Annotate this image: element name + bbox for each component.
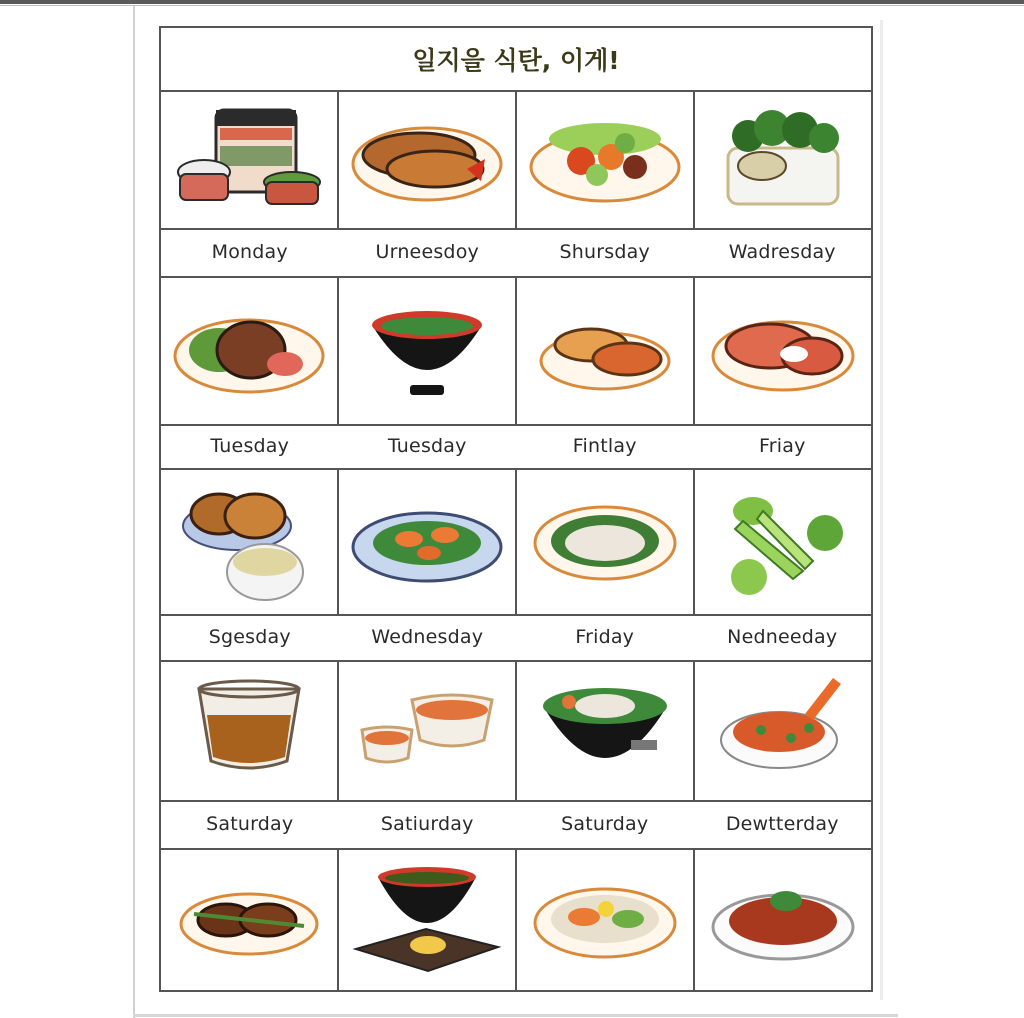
food-cell — [695, 90, 871, 228]
page-title: 일지을 식탄, 이게! — [412, 46, 620, 75]
vegetable-dish-icon — [708, 104, 858, 214]
food-cell — [517, 468, 695, 614]
bibimbap-bowl-icon — [535, 680, 675, 780]
meal-plan-sheet — [159, 26, 873, 992]
page-shadow — [880, 20, 883, 1000]
food-cell — [695, 276, 871, 424]
food-image-row-2 — [161, 276, 871, 426]
food-image-row-5 — [161, 848, 871, 990]
fried-pancake-plate-icon — [535, 305, 675, 395]
food-cell — [695, 660, 871, 800]
day-label-row-3 — [161, 614, 871, 662]
day-label-row-4 — [161, 800, 871, 850]
food-image-row-3 — [161, 468, 871, 616]
noodle-plate-icon — [530, 491, 680, 591]
food-cell — [161, 848, 339, 990]
food-cell — [161, 468, 339, 614]
day-label: Saturday — [561, 813, 649, 835]
stir-fry-plate-icon — [525, 109, 685, 209]
spicy-rice-bowl-icon — [713, 670, 853, 790]
food-cell — [339, 276, 517, 424]
page-bottom-edge — [133, 1014, 898, 1017]
day-label: Sgesday — [208, 626, 291, 648]
soup-bowl-icon — [362, 295, 492, 405]
food-cell — [695, 848, 871, 990]
food-cell — [339, 90, 517, 228]
glass-stew-icon — [189, 675, 309, 785]
food-cell — [517, 660, 695, 800]
day-label: Friay — [758, 435, 806, 457]
food-cell — [517, 90, 695, 228]
food-cell — [161, 90, 339, 228]
day-label-row-2 — [161, 424, 871, 470]
page-left-edge — [133, 6, 135, 1018]
day-label: Nedneeday — [727, 626, 838, 648]
food-image-row-4 — [161, 660, 871, 802]
day-label: Tuesday — [387, 435, 467, 457]
title-row — [161, 28, 871, 92]
day-label: Wednesday — [371, 626, 484, 648]
day-label-row-1 — [161, 228, 871, 278]
day-label: Saturday — [206, 813, 294, 835]
food-cell — [161, 660, 339, 800]
food-cell — [339, 468, 517, 614]
food-cell — [161, 276, 339, 424]
food-cell — [695, 468, 871, 614]
day-label: Friday — [575, 626, 635, 648]
food-cell — [339, 848, 517, 990]
day-label: Urneesdoy — [375, 241, 479, 263]
day-label: Shursday — [559, 241, 650, 263]
grilled-fish-plate-icon — [347, 109, 507, 209]
bread-and-grain-icon — [179, 476, 319, 606]
day-label: Tuesday — [210, 435, 290, 457]
meat-salad-plate-icon — [169, 300, 329, 400]
day-label: Satiurday — [380, 813, 474, 835]
mixed-rice-plate-icon — [530, 871, 680, 967]
day-label: Monday — [211, 241, 288, 263]
rice-bowl-set-icon — [174, 102, 324, 217]
window-top-line — [0, 5, 1024, 6]
soup-on-stove-icon — [352, 859, 502, 979]
food-cell — [517, 848, 695, 990]
day-label: Fintlay — [572, 435, 637, 457]
grilled-eel-plate-icon — [174, 874, 324, 964]
window-top-bar — [0, 0, 1024, 4]
food-image-row-1 — [161, 90, 871, 230]
salad-plate-icon — [347, 491, 507, 591]
salmon-plate-icon — [708, 300, 858, 400]
food-cell — [517, 276, 695, 424]
glass-bowls-icon — [352, 680, 502, 780]
day-label: Wadresday — [728, 241, 836, 263]
green-vegetables-icon — [713, 481, 853, 601]
food-cell — [339, 660, 517, 800]
spicy-stirfry-plate-icon — [708, 869, 858, 969]
day-label: Dewtterday — [725, 813, 839, 835]
